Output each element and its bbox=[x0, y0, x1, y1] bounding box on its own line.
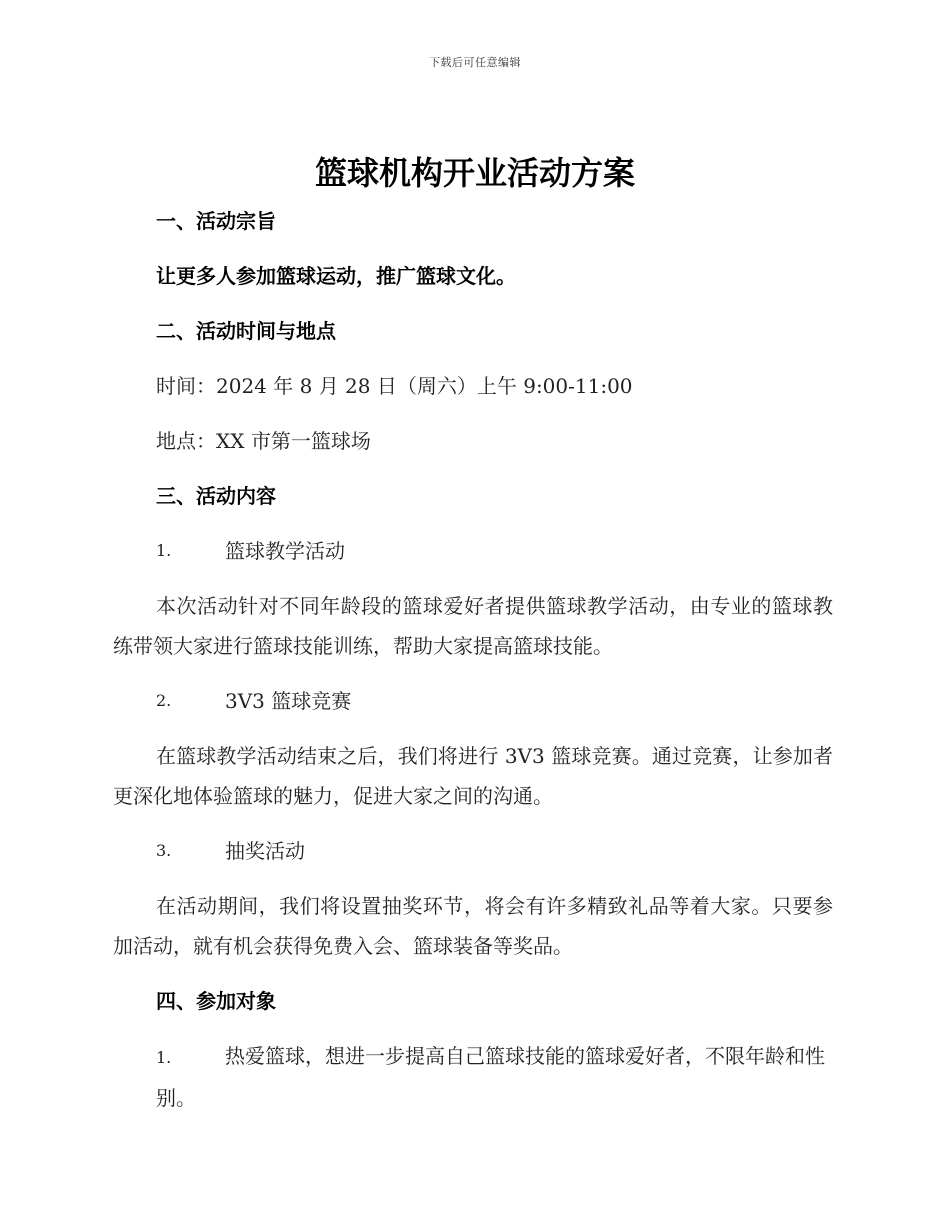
list-item-title: 篮球教学活动 bbox=[225, 539, 345, 563]
list-number: 2. bbox=[156, 691, 172, 710]
section-heading-purpose: 一、活动宗旨 bbox=[156, 209, 276, 233]
list-number: 1. bbox=[156, 1048, 172, 1067]
section-heading-time-place: 二、活动时间与地点 bbox=[156, 319, 336, 343]
document-body bbox=[113, 201, 833, 1133]
list-number: 3. bbox=[156, 841, 172, 860]
section-heading-participants: 四、参加对象 bbox=[156, 989, 276, 1013]
event-place: 地点：XX 市第一篮球场 bbox=[156, 429, 371, 453]
list-number: 1. bbox=[156, 541, 172, 560]
list-item bbox=[113, 831, 833, 871]
purpose-text: 让更多人参加篮球运动，推广篮球文化。 bbox=[156, 264, 516, 288]
header-note: 下载后可任意编辑 bbox=[429, 56, 521, 69]
paragraph: 在活动期间，我们将设置抽奖环节，将会有许多精致礼品等着大家。只要参加活动，就有机会获得免费入会、篮球装备等奖品。 bbox=[113, 894, 833, 958]
list-item bbox=[113, 681, 833, 721]
document-title: 篮球机构开业活动方案 bbox=[314, 154, 635, 192]
section-heading-content: 三、活动内容 bbox=[156, 484, 276, 508]
paragraph: 本次活动针对不同年龄段的篮球爱好者提供篮球教学活动，由专业的篮球教练带领大家进行篮球技能训练，帮助大家提高篮球技能。 bbox=[113, 594, 833, 658]
paragraph: 在篮球教学活动结束之后，我们将进行 3V3 篮球竞赛。通过竞赛，让参加者更深化地体验篮球的魅力，促进大家之间的沟通。 bbox=[113, 744, 833, 808]
list-item-title: 抽奖活动 bbox=[225, 839, 305, 863]
list-item-text: 热爱篮球，想进一步提高自己篮球技能的篮球爱好者，不限年龄和性别。 bbox=[156, 1044, 825, 1110]
list-item bbox=[113, 531, 833, 571]
list-item-title: 3V3 篮球竞赛 bbox=[225, 689, 352, 713]
list-item bbox=[113, 1036, 833, 1118]
event-time: 时间：2024 年 8 月 28 日（周六）上午 9:00-11:00 bbox=[156, 374, 633, 398]
